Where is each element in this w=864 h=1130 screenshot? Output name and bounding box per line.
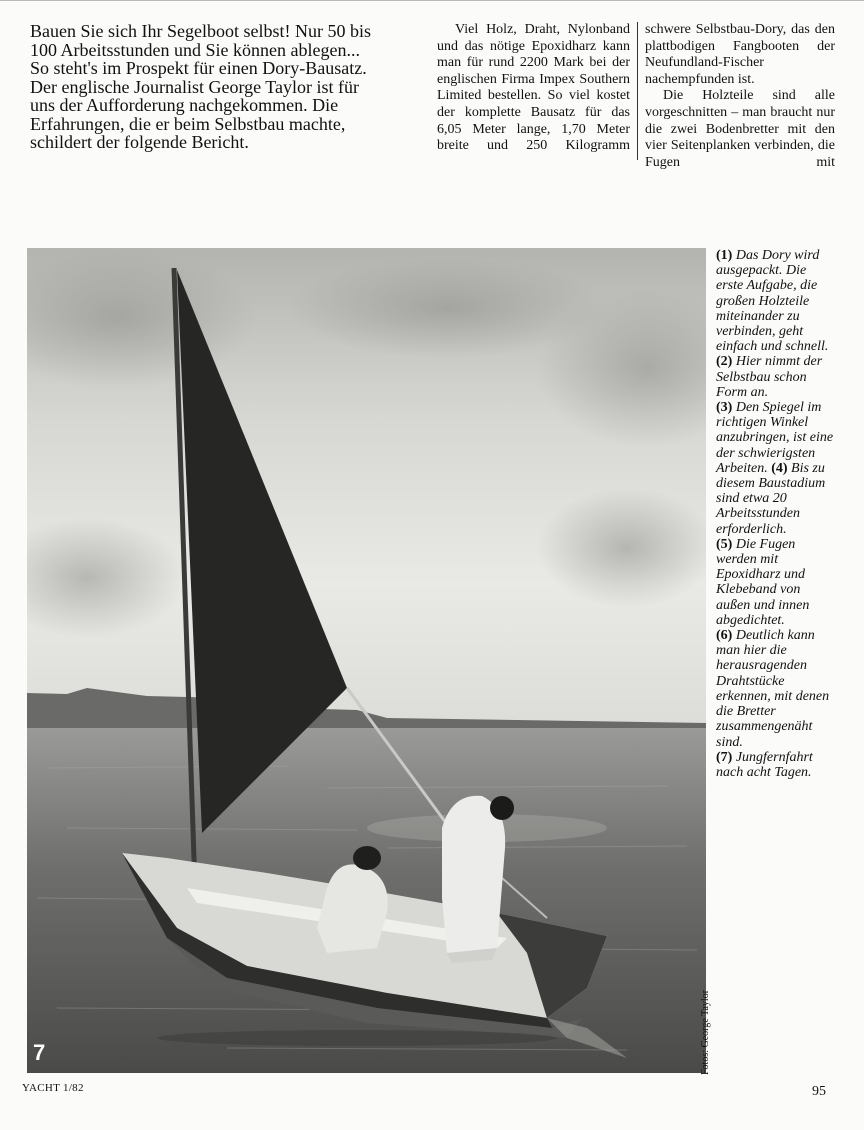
top-rule — [0, 0, 864, 1]
body-column-1 — [437, 22, 630, 155]
dory-photo-illustration — [27, 248, 706, 1073]
caption-text: Hier nimmt der Selbstbau schon Form an. — [716, 354, 823, 400]
caption-number: (3) — [716, 400, 733, 416]
caption-item — [716, 248, 834, 354]
caption-text: Das Dory wird ausgepackt. Die erste Aufgabe, die großen Holzteile miteinander zu verbinden, geht einfach und schnell. — [716, 248, 829, 355]
caption-number: (1) — [716, 248, 733, 263]
body-paragraph: Die Holzteile sind alle vorgeschnitten – man braucht nur die zwei Bodenbretter mit den vier Seitenplanken verbinden, die Fugen mit — [645, 88, 835, 170]
page-number: 95 — [812, 1084, 826, 1099]
magazine-issue: YACHT 1/82 — [22, 1082, 84, 1094]
caption-number: (7) — [716, 749, 733, 765]
photo-caption — [716, 248, 834, 780]
caption-item — [716, 750, 834, 780]
body-paragraph: Viel Holz, Draht, Nylonband und das nötige Epoxidharz kann man für rund 2200 Mark bei der englischen Firma Impex Southern Limited bestellen. So viel kostet der komplette Bausatz für das 6,05 Meter lange, 1,70 Meter breite und 250 Kilogramm — [437, 22, 630, 154]
caption-item — [716, 628, 834, 750]
column-divider — [637, 22, 638, 160]
sailing-dory-photo — [27, 248, 706, 1073]
caption-text: Die Fugen werden mit Epoxidharz und Klebeband von außen und innen abgedichtet. — [716, 536, 810, 628]
body-paragraph: schwere Selbstbau-Dory, das den plattbodigen Fangbooten der Neufundland-Fischer nachempfunden ist. — [645, 22, 835, 87]
caption-number: (4) — [771, 460, 788, 476]
caption-number: (2) — [716, 354, 733, 370]
intro-lead: Bauen Sie sich Ihr Segelboot selbst! Nur 50 bis 100 Arbeitsstunden und Sie können ablegen... So steht's im Prospekt für einen Dory-Bausatz. Der englische Journalist George Taylor ist für uns der Aufforderung nachgekommen. Die Erfahrungen, die er beim Selbstbau machte, schildert der folgende Bericht. — [30, 21, 371, 152]
caption-item — [716, 354, 834, 400]
caption-text: Den Spiegel im richtigen Winkel anzubringen, ist eine der schwierigsten Arbeiten. — [716, 400, 834, 476]
caption-number: (5) — [716, 536, 733, 552]
caption-item — [716, 537, 834, 628]
caption-text: Bis zu diesem Baustadium sind etwa 20 Arbeitsstunden erforderlich. — [716, 460, 826, 537]
caption-number: (6) — [716, 628, 733, 644]
caption-item — [716, 400, 834, 537]
caption-text: Deutlich kann man hier die herausragenden Drahtstücke erkennen, mit denen die Bretter zusammengenäht sind. — [716, 628, 830, 750]
photo-number: 7 — [33, 1040, 46, 1065]
photo-credit: Fotos: George Taylor — [700, 989, 711, 1075]
caption-text: Jungfernfahrt nach acht Tagen. — [716, 749, 813, 780]
body-column-2 — [645, 22, 835, 171]
